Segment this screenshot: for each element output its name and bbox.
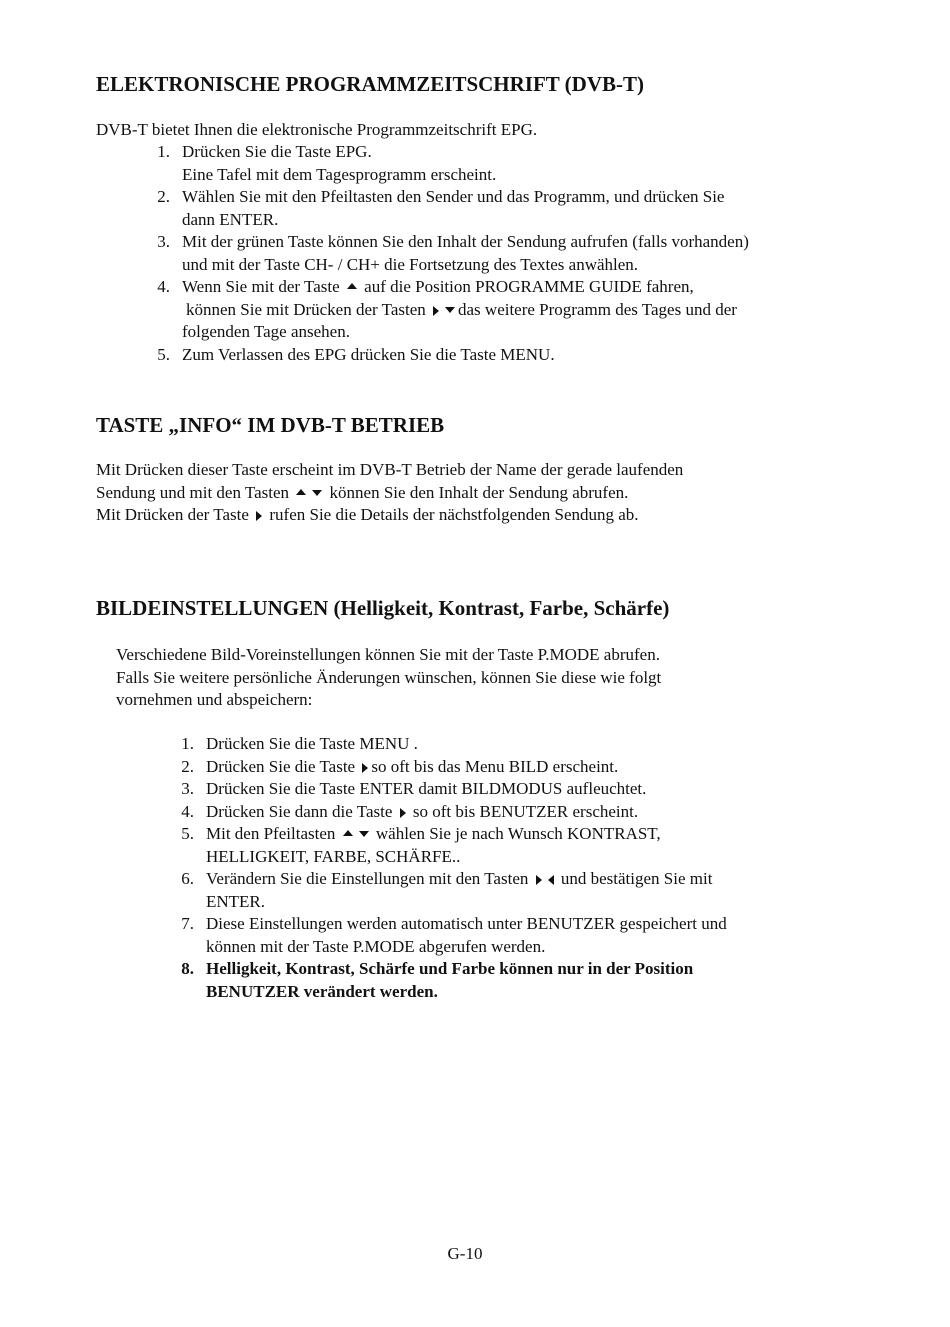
list-item: 6. Verändern Sie die Einstellungen mit den Tasten und bestätigen Sie mit ENTER. <box>181 869 713 911</box>
list-item: 4. Drücken Sie dann die Taste so oft bis BENUTZER erscheint. <box>181 801 639 821</box>
arrow-right-icon <box>536 875 542 885</box>
arrow-up-icon <box>343 830 353 836</box>
bild-intro: Verschiedene Bild-Voreinstellungen können Sie mit der Taste P.MODE abrufen. Falls Sie weitere persönliche Änderungen wünschen, können Sie diese wie folgt vornehmen und abspeichern: <box>116 645 662 709</box>
list-item: 1. Drücken Sie die Taste MENU . <box>181 734 418 753</box>
list-item: 3. Drücken Sie die Taste ENTER damit BILDMODUS aufleuchtet. <box>181 779 647 798</box>
bild-steps <box>181 733 727 1003</box>
arrow-right-icon <box>400 808 406 818</box>
bild-heading: BILDEINSTELLUNGEN (Helligkeit, Kontrast, Farbe, Schärfe) <box>96 596 670 620</box>
arrow-right-icon <box>256 511 262 521</box>
list-item: 2. Wählen Sie mit den Pfeiltasten den Sender und das Programm, und drücken Sie dann ENTER. <box>157 187 725 229</box>
info-heading: TASTE „INFO“ IM DVB-T BETRIEB <box>96 413 445 437</box>
list-item: 4. Wenn Sie mit der Taste auf die Position PROGRAMME GUIDE fahren, können Sie mit Drücken der Tasten das weitere Programm des Tages und der folgenden Tage ansehen. <box>157 277 737 341</box>
info-paragraph: Mit Drücken dieser Taste erscheint im DVB-T Betrieb der Name der gerade laufenden Sendung und mit den Tasten können Sie den Inhalt der Sendung abrufen. Mit Drücken der Taste rufen Sie die Details der nächstfolgenden Sendung ab. <box>96 460 684 524</box>
list-item: 1. Drücken Sie die Taste EPG. Eine Tafel mit dem Tagesprogramm erscheint. <box>157 142 497 184</box>
epg-steps <box>157 141 749 366</box>
page-number: G-10 <box>447 1244 483 1263</box>
arrow-down-icon <box>445 307 455 313</box>
arrow-left-icon <box>548 875 554 885</box>
epg-intro: DVB-T bietet Ihnen die elektronische Programmzeitschrift EPG. <box>96 120 538 139</box>
arrow-up-icon <box>296 489 306 495</box>
list-item: 7. Diese Einstellungen werden automatisch unter BENUTZER gespeichert und können mit der Taste P.MODE abgerufen werden. <box>181 914 727 956</box>
list-item: 2. Drücken Sie die Taste so oft bis das Menu BILD erscheint. <box>181 756 619 776</box>
epg-heading: ELEKTRONISCHE PROGRAMMZEITSCHRIFT (DVB-T) <box>96 72 645 96</box>
arrow-down-icon <box>359 831 369 837</box>
arrow-up-icon <box>347 283 357 289</box>
list-item: 5. Mit den Pfeiltasten wählen Sie je nach Wunsch KONTRAST, HELLIGKEIT, FARBE, SCHÄRFE.. <box>181 824 661 866</box>
list-item: 3. Mit der grünen Taste können Sie den Inhalt der Sendung aufrufen (falls vorhanden) und mit der Taste CH- / CH+ die Fortsetzung des Textes anwählen. <box>157 232 749 274</box>
arrow-right-icon <box>433 306 439 316</box>
list-item: 8. Helligkeit, Kontrast, Schärfe und Farbe können nur in der Position BENUTZER verändert werden. <box>181 959 694 1001</box>
arrow-right-icon <box>362 763 368 773</box>
arrow-down-icon <box>312 490 322 496</box>
list-item: 5. Zum Verlassen des EPG drücken Sie die Taste MENU. <box>157 344 555 364</box>
